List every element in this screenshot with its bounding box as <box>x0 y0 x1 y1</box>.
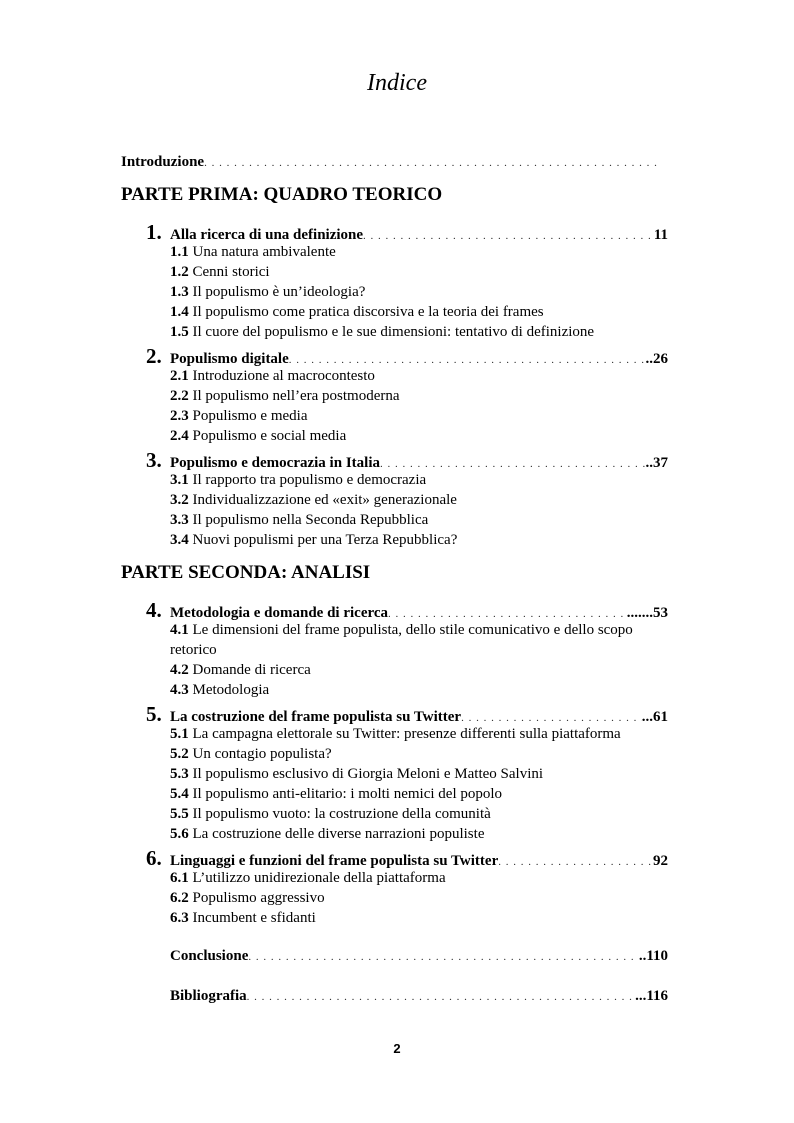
page-ref: .......53 <box>626 605 668 621</box>
toc-subsection[interactable]: 3.2 Individualizzazione ed «exit» generazionale <box>170 492 457 508</box>
chapter-number: 1. <box>146 220 162 244</box>
page-ref: ..37 <box>645 455 668 471</box>
toc-subsection[interactable]: 6.3 Incumbent e sfidanti <box>170 910 316 926</box>
chapter-number: 3. <box>146 448 162 472</box>
toc-label: Linguaggi e funzioni del frame populista su Twitter <box>170 853 499 869</box>
leader-dots <box>247 991 635 1003</box>
leader-dots <box>388 608 627 620</box>
toc-subsection[interactable]: 1.1 Una natura ambivalente <box>170 244 336 260</box>
page-number: 2 <box>393 1041 401 1056</box>
toc-label: Populismo e democrazia in Italia <box>170 455 380 471</box>
toc-label: Introduzione <box>121 154 205 170</box>
toc-subsection[interactable]: 2.2 Il populismo nell’era postmoderna <box>170 388 400 404</box>
part-heading-2: PARTE SECONDA: ANALISI <box>121 562 371 583</box>
leader-dots <box>248 951 638 963</box>
leader-dots <box>363 230 654 242</box>
toc-bibliography[interactable] <box>170 988 668 1005</box>
toc-subsection[interactable]: 5.1 La campagna elettorale su Twitter: presenze differenti sulla piattaforma <box>170 726 621 742</box>
chapter-number: 5. <box>146 702 162 726</box>
page-ref: 11 <box>653 227 668 243</box>
toc-label: Bibliografia <box>170 988 247 1004</box>
toc-subsection[interactable]: 3.4 Nuovi populismi per una Terza Repubblica? <box>170 532 458 548</box>
page-ref: ..26 <box>645 351 668 367</box>
toc-subsection[interactable]: 3.1 Il rapporto tra populismo e democrazia <box>170 472 427 488</box>
page-ref: ...116 <box>635 988 668 1004</box>
toc-label: La costruzione del frame populista su Twitter <box>170 709 462 725</box>
toc-subsection[interactable]: 5.5 Il populismo vuoto: la costruzione della comunità <box>170 806 491 822</box>
chapter-number: 4. <box>146 598 162 622</box>
page-ref: 92 <box>653 853 668 869</box>
toc-subsection[interactable]: 6.2 Populismo aggressivo <box>170 890 325 906</box>
toc-subsection[interactable]: 4.3 Metodologia <box>170 682 270 698</box>
page-ref: ...61 <box>641 709 668 725</box>
toc-conclusion[interactable] <box>170 948 668 965</box>
toc-subsection[interactable]: 5.2 Un contagio populista? <box>170 746 332 762</box>
leader-dots <box>498 856 653 868</box>
toc-subsection[interactable]: 3.3 Il populismo nella Seconda Repubblica <box>170 512 429 528</box>
page-ref: ..110 <box>638 948 668 964</box>
chapter-number: 6. <box>146 846 162 870</box>
toc-subsection[interactable]: 2.4 Populismo e social media <box>170 428 347 444</box>
toc-subsection[interactable]: 4.2 Domande di ricerca <box>170 662 311 678</box>
toc-subsection[interactable]: 1.3 Il populismo è un’ideologia? <box>170 284 366 300</box>
toc-label: Alla ricerca di una definizione <box>170 227 364 243</box>
toc-subsection[interactable]: 4.1 Le dimensioni del frame populista, dello stile comunicativo e dello scopo retorico <box>170 622 633 658</box>
part-heading-1: PARTE PRIMA: QUADRO TEORICO <box>121 184 443 205</box>
page-title: Indice <box>367 70 427 96</box>
leader-dots <box>204 157 658 169</box>
toc-subsection[interactable]: 1.2 Cenni storici <box>170 264 270 280</box>
toc-subsection[interactable]: 6.1 L’utilizzo unidirezionale della piattaforma <box>170 870 446 886</box>
leader-dots <box>289 354 646 366</box>
toc-subsection[interactable]: 2.3 Populismo e media <box>170 408 308 424</box>
toc-label: Populismo digitale <box>170 351 289 367</box>
toc-subsection[interactable]: 1.5 Il cuore del populismo e le sue dimensioni: tentativo di definizione <box>170 324 595 340</box>
leader-dots <box>461 712 642 724</box>
chapter-number: 2. <box>146 344 162 368</box>
toc-subsection[interactable]: 1.4 Il populismo come pratica discorsiva e la teoria dei frames <box>170 304 544 320</box>
toc-introduction[interactable] <box>121 154 658 171</box>
toc-subsection[interactable]: 5.4 Il populismo anti-elitario: i molti nemici del popolo <box>170 786 503 802</box>
toc-label: Conclusione <box>170 948 249 964</box>
toc-label: Metodologia e domande di ricerca <box>170 605 389 621</box>
toc-subsection[interactable]: 2.1 Introduzione al macrocontesto <box>170 368 375 384</box>
toc-subsection[interactable]: 5.3 Il populismo esclusivo di Giorgia Meloni e Matteo Salvini <box>170 766 544 782</box>
leader-dots <box>380 458 646 470</box>
toc-subsection[interactable]: 5.6 La costruzione delle diverse narrazioni populiste <box>170 826 485 842</box>
